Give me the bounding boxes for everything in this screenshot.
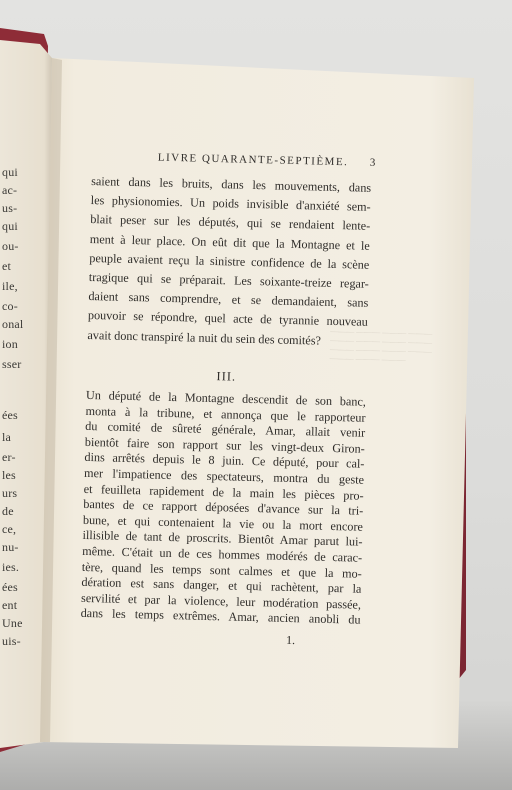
left-page-fragment: ion xyxy=(2,337,18,351)
text-line: du comité de sûreté générale, Amar, allait venir xyxy=(85,419,366,440)
left-page-fragment: nu- xyxy=(2,540,19,554)
text-line: et feuilleta rapidement de la main les pièces pro- xyxy=(83,481,364,503)
text-line: bantes de ce rapport déposées d'avance sur la tri- xyxy=(83,497,364,518)
left-page-fragment: ent xyxy=(2,598,18,612)
left-page-fragment: co- xyxy=(2,299,18,313)
left-page-fragment: us- xyxy=(2,201,18,215)
left-page-fragment: et xyxy=(2,259,12,273)
text-line: monta à la tribune, et annonça que le rapporteur xyxy=(85,403,366,425)
text-line: tragique qui se préparait. Les soixante-treize regar- xyxy=(88,269,369,291)
signature-mark: 1. xyxy=(285,632,296,648)
show-through-text: ——— ——— ——— ——— ——— ——— ——— ——— ——— ——— ——— ——— ——— ——— ——— xyxy=(329,326,433,365)
text-line: mer l'impatience des spectateurs, montra du geste xyxy=(83,465,365,487)
left-page-fragment: ées xyxy=(2,580,18,594)
text-line: les physionomies. Un poids invisible d'anxiété sem- xyxy=(90,193,371,215)
left-page-fragment: ies. xyxy=(2,560,20,574)
text-line: bientôt faire son rapport sur les vingt-deux Giron- xyxy=(84,434,365,456)
text-line: Un député de la Montagne descendit de son banc, xyxy=(85,387,367,409)
text-line: blait peser sur les députés, qui se rendaient lente- xyxy=(90,212,371,234)
text-line: peuple avaient reçu la sinistre confidence de la scène xyxy=(89,250,370,272)
text-line: saient dans les bruits, dans les mouvements, dans xyxy=(91,173,372,195)
left-page-fragment: uis- xyxy=(2,634,21,648)
left-page-fragment: Une xyxy=(2,616,23,630)
left-page-fragment: er- xyxy=(2,450,16,464)
left-page-fragment: qui xyxy=(2,165,18,179)
left-page-fragment: ac- xyxy=(2,183,18,197)
text-line: même. C'était un de ces hommes modérés de carac- xyxy=(82,543,363,565)
text-line: dans les temps extrêmes. Amar, ancien anobli du xyxy=(80,606,361,628)
text-line: daient sans comprendre, et se demandaient, sans xyxy=(88,289,369,310)
text-line: ment à leur place. On eût dit que la Montagne et le xyxy=(89,231,370,253)
left-page-fragment: la xyxy=(2,430,12,444)
text-line: tère, quand les temps sont calmes et que la mo- xyxy=(81,559,362,581)
left-page-fragment: onal xyxy=(2,317,24,331)
text-line: avait donc transpiré la nuit du sein des comités? xyxy=(87,327,322,348)
left-page-fragment: urs xyxy=(2,486,18,500)
page-number: 3 xyxy=(369,156,376,169)
text-line: dins arrêtés depuis le 8 juin. Ce député, pour cal- xyxy=(84,450,365,472)
left-page-fragment: qui xyxy=(2,219,18,233)
left-page-fragment: ées xyxy=(2,408,18,422)
text-line: illisible de tant de proscrits. Bientôt Amar parut lui- xyxy=(82,528,363,550)
left-page-fragment: les xyxy=(2,468,16,482)
left-page-fragment: ou- xyxy=(2,239,19,253)
section-heading: III. xyxy=(216,369,237,384)
text-line: bune, et qui contenaient la vie ou la mort encore xyxy=(82,512,364,534)
text-line: pouvoir se répondre, quel acte de tyrannie nouveau xyxy=(87,308,369,330)
text-line: dération est sans danger, et qui rachètent, par la xyxy=(81,575,362,596)
left-page-fragment: de xyxy=(2,504,14,518)
left-page-fragment: ce, xyxy=(2,522,17,536)
left-page-fragment: sser xyxy=(2,357,22,371)
left-page-fragment: ile, xyxy=(2,279,18,293)
running-head: LIVRE QUARANTE-SEPTIÈME. xyxy=(157,151,349,169)
text-line: servilité et par la violence, leur modération passée, xyxy=(80,590,362,612)
